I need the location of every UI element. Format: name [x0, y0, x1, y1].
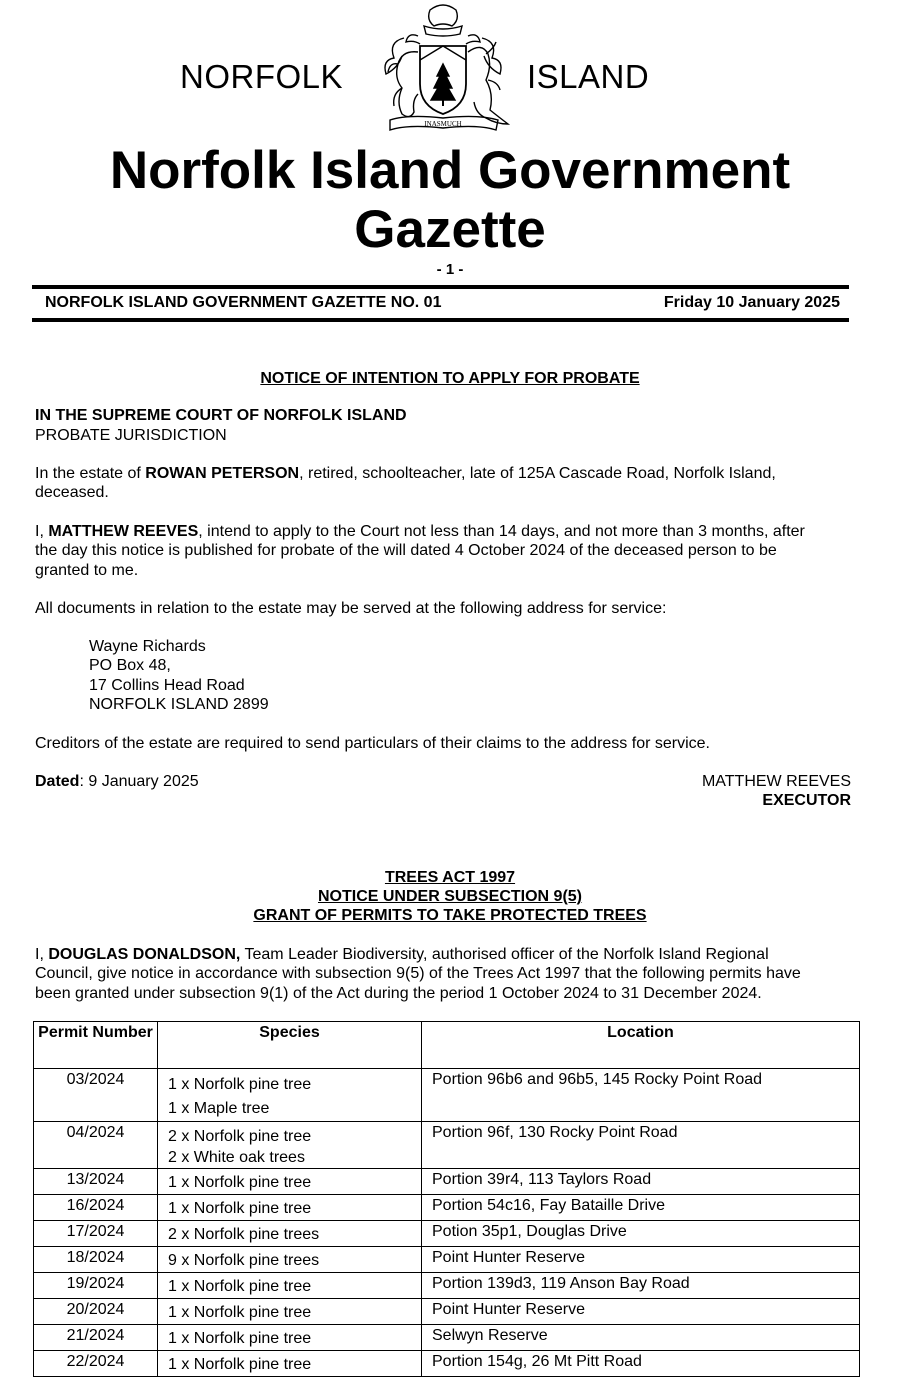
cell-species	[158, 1122, 422, 1169]
creditors-paragraph: Creditors of the estate are required to send particulars of their claims to the address for service.	[35, 735, 710, 752]
signature-block	[702, 772, 851, 811]
table-row	[34, 1273, 860, 1299]
cell-species	[158, 1325, 422, 1351]
estate-paragraph	[35, 464, 855, 503]
cell-location: Selwyn Reserve	[422, 1325, 860, 1351]
species-line: 2 x Norfolk pine tree	[168, 1128, 312, 1145]
intent-name: MATTHEW REEVES	[48, 523, 199, 540]
gazette-title-line2: Gazette	[354, 200, 546, 259]
species-line: 1 x Norfolk pine tree	[168, 1356, 312, 1373]
masthead-island: ISLAND	[527, 58, 650, 95]
cell-permit-number: 13/2024	[34, 1169, 158, 1195]
trees-heading-act: TREES ACT 1997	[384, 869, 516, 886]
cell-permit-number: 17/2024	[34, 1221, 158, 1247]
table-row	[34, 1299, 860, 1325]
coat-of-arms-crest-icon	[368, 2, 518, 136]
species-line: 1 x Norfolk pine tree	[168, 1330, 312, 1347]
cell-species	[158, 1195, 422, 1221]
species-line: 1 x Norfolk pine tree	[168, 1076, 312, 1093]
column-header-location: Location	[422, 1022, 860, 1069]
page-number: - 1 -	[436, 261, 464, 278]
cell-species	[158, 1351, 422, 1377]
cell-permit-number: 16/2024	[34, 1195, 158, 1221]
cell-location: Portion 96b6 and 96b5, 145 Rocky Point Road	[422, 1069, 860, 1122]
dated-value: : 9 January 2025	[79, 773, 199, 790]
column-header-species: Species	[158, 1022, 422, 1069]
masthead-norfolk: NORFOLK	[180, 58, 344, 95]
probate-heading: NOTICE OF INTENTION TO APPLY FOR PROBATE	[260, 370, 640, 387]
address-line: PO Box 48,	[89, 657, 171, 675]
intent-prefix: I,	[35, 523, 49, 540]
column-header-permit: Permit Number	[34, 1022, 158, 1069]
intro-line2: Council, give notice in accordance with subsection 9(5) of the Trees Act 1997 that the following permits have	[35, 965, 801, 983]
species-line: 1 x Norfolk pine tree	[168, 1174, 312, 1191]
estate-name: ROWAN PETERSON	[145, 465, 300, 482]
cell-location: Portion 96f, 130 Rocky Point Road	[422, 1122, 860, 1169]
table-header-row	[34, 1022, 860, 1069]
cell-permit-number: 20/2024	[34, 1299, 158, 1325]
table-row	[34, 1325, 860, 1351]
trees-intro-paragraph	[35, 945, 855, 1003]
signatory-name: MATTHEW REEVES	[701, 773, 851, 790]
intro-line1: Team Leader Biodiversity, authorised officer of the Norfolk Island Regional	[240, 946, 769, 963]
estate-suffix: , retired, schoolteacher, late of 125A Cascade Road, Norfolk Island,	[299, 465, 776, 482]
address-line: Wayne Richards	[89, 638, 206, 655]
cell-location: Portion 39r4, 113 Taylors Road	[422, 1169, 860, 1195]
species-line: 1 x Norfolk pine tree	[168, 1278, 312, 1295]
table-row	[34, 1069, 860, 1122]
cell-permit-number: 03/2024	[34, 1069, 158, 1122]
cell-species	[158, 1299, 422, 1325]
species-line: 2 x Norfolk pine trees	[168, 1226, 320, 1243]
address-line: 17 Collins Head Road	[89, 676, 245, 694]
issue-bar	[45, 294, 840, 312]
intro-prefix: I,	[35, 946, 49, 963]
species-line: 1 x Norfolk pine tree	[168, 1304, 312, 1321]
species-line: 2 x White oak trees	[168, 1149, 305, 1166]
intent-line3: granted to me.	[35, 561, 139, 579]
cell-location: Potion 35p1, Douglas Drive	[422, 1221, 860, 1247]
table-row	[34, 1122, 860, 1169]
court-name: IN THE SUPREME COURT OF NORFOLK ISLAND	[35, 407, 407, 424]
table-row	[34, 1351, 860, 1377]
cell-permit-number: 22/2024	[34, 1351, 158, 1377]
table-row	[34, 1169, 860, 1195]
species-line: 1 x Maple tree	[168, 1100, 270, 1117]
cell-permit-number: 19/2024	[34, 1273, 158, 1299]
cell-location: Point Hunter Reserve	[422, 1247, 860, 1273]
permits-table	[33, 1021, 860, 1377]
signatory-role: EXECUTOR	[762, 792, 851, 810]
cell-species	[158, 1221, 422, 1247]
intent-line2: the day this notice is published for probate of the will dated 4 October 2024 of the deceased person to be	[35, 542, 777, 560]
rule-bottom	[32, 318, 849, 322]
trees-heading-subsection: NOTICE UNDER SUBSECTION 9(5)	[317, 888, 583, 905]
intent-line1: , intend to apply to the Court not less than 14 days, and not more than 3 months, after	[198, 523, 805, 540]
cell-location: Point Hunter Reserve	[422, 1299, 860, 1325]
cell-permit-number: 21/2024	[34, 1325, 158, 1351]
cell-location: Portion 139d3, 119 Anson Bay Road	[422, 1273, 860, 1299]
cell-species	[158, 1169, 422, 1195]
table-row	[34, 1195, 860, 1221]
cell-location: Portion 54c16, Fay Bataille Drive	[422, 1195, 860, 1221]
cell-species	[158, 1069, 422, 1122]
species-line: 1 x Norfolk pine tree	[168, 1200, 312, 1217]
issue-date: Friday 10 January 2025	[663, 294, 840, 311]
species-line: 9 x Norfolk pine trees	[168, 1252, 320, 1269]
rule-top	[32, 285, 849, 289]
address-line: NORFOLK ISLAND 2899	[89, 696, 269, 714]
cell-location: Portion 154g, 26 Mt Pitt Road	[422, 1351, 860, 1377]
dated-label: Dated	[35, 773, 80, 790]
svg-text:INASMUCH: INASMUCH	[424, 120, 462, 128]
cell-permit-number: 18/2024	[34, 1247, 158, 1273]
jurisdiction: PROBATE JURISDICTION	[35, 427, 227, 444]
table-row	[34, 1221, 860, 1247]
cell-species	[158, 1247, 422, 1273]
gazette-title-line1: Norfolk Island Government	[109, 141, 791, 200]
intent-paragraph	[35, 522, 855, 580]
service-address	[89, 637, 269, 715]
estate-prefix: In the estate of	[35, 465, 146, 482]
cell-species	[158, 1273, 422, 1299]
table-row	[34, 1247, 860, 1273]
intro-name: DOUGLAS DONALDSON,	[48, 946, 241, 963]
trees-heading-grant: GRANT OF PERMITS TO TAKE PROTECTED TREES	[253, 907, 647, 924]
estate-line2: deceased.	[35, 484, 109, 502]
service-intro: All documents in relation to the estate may be served at the following address for service:	[35, 600, 667, 617]
gazette-number: NORFOLK ISLAND GOVERNMENT GAZETTE NO. 01	[45, 294, 442, 311]
intro-line3: been granted under subsection 9(1) of the Act during the period 1 October 2024 to 31 December 2024.	[35, 984, 762, 1002]
cell-permit-number: 04/2024	[34, 1122, 158, 1169]
